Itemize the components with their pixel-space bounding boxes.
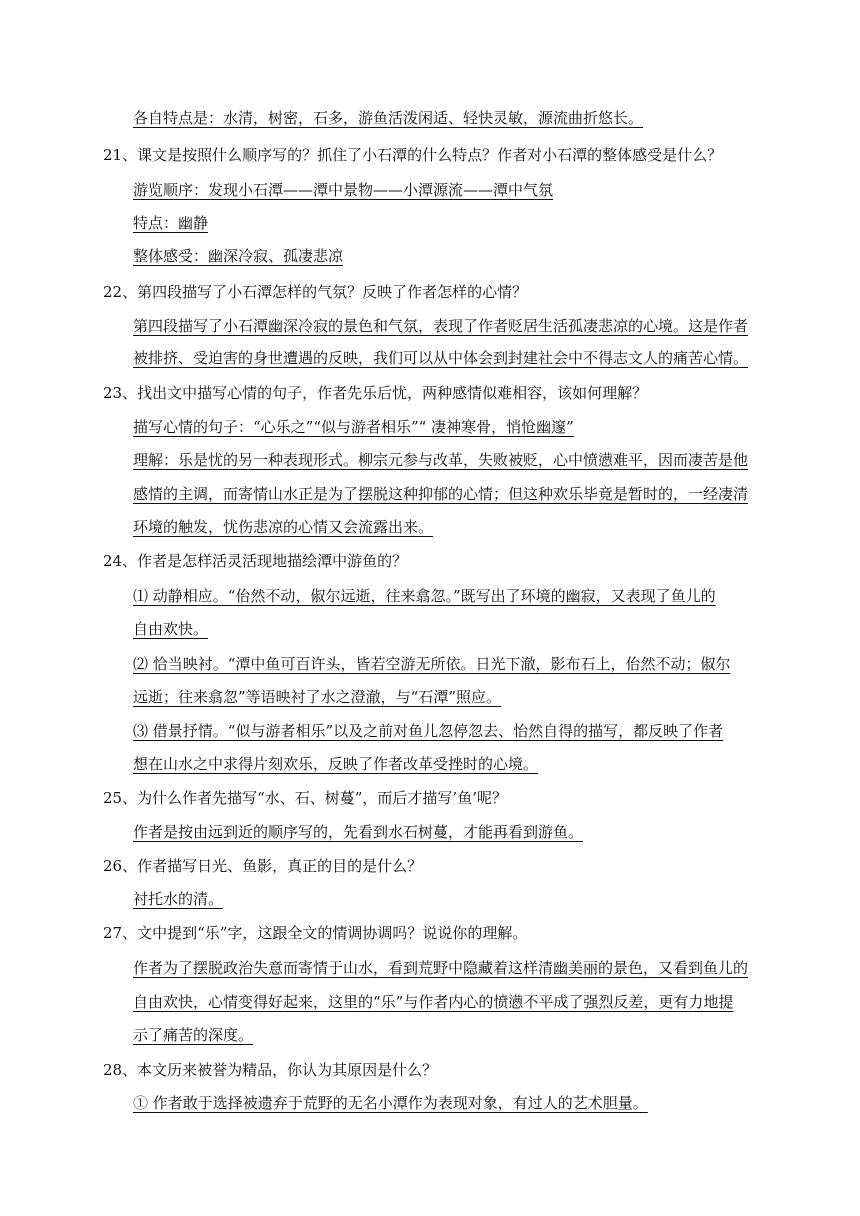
question-23: 23、找出文中描写心情的句子，作者先乐后忧，两种感情似难相容，该如何理解？ (103, 384, 648, 402)
answer-line: 示了痛苦的深度。 (133, 1026, 254, 1044)
answer-line: 自由欢快，心情变得好起来，这里的“乐”与作者内心的愤懑不平成了强烈反差，更有力地提 (133, 993, 734, 1011)
question-26: 26、作者描写日光、鱼影，真正的目的是什么？ (103, 857, 423, 875)
question-24: 24、作者是怎样活灵活现地描绘潭中游鱼的？ (103, 552, 408, 570)
answer-line: 环境的触发，忧伤悲凉的心情又会流露出来。 (133, 518, 434, 536)
question-21: 21、课文是按照什么顺序写的？抓住了小石潭的什么特点？作者对小石潭的整体感受是什么？ (103, 146, 723, 164)
answer-line: 衬托水的清。 (133, 890, 224, 908)
question-27: 27、文中提到“乐”字，这跟全文的情调协调吗？说说你的理解。 (103, 924, 528, 942)
answer-line: 描写心情的句子：“心乐之”“似与游者相乐”“ 凄神寒骨，悄怆幽邃” (133, 418, 574, 436)
answer-line: 远逝；往来翕忽”等语映衬了水之澄澈，与“石潭”照应。 (133, 688, 502, 706)
answer-line: 感情的主调，而寄情山水正是为了摆脱这种抑郁的心情；但这种欢乐毕竟是暂时的，一经凄清 (133, 485, 749, 503)
question-22: 22、第四段描写了小石潭怎样的气氛？反映了作者怎样的心情？ (103, 283, 528, 301)
answer-line: 各自特点是：水清，树密，石多，游鱼活泼闲适、轻快灵敏，源流曲折悠长。 (133, 109, 644, 127)
answer-line: 理解：乐是忧的另一种表现形式。柳宗元参与改革，失败被贬，心中愤懑难平，因而凄苦是他 (133, 451, 749, 469)
answer-line: 被排挤、受迫害的身世遭遇的反映，我们可以从中体会到封建社会中不得志文人的痛苦心情。 (133, 349, 749, 367)
answer-line: ⑶ 借景抒情。“似与游者相乐”以及之前对鱼儿忽停忽去、怡然自得的描写，都反映了作者 (133, 722, 724, 740)
answer-line: 第四段描写了小石潭幽深冷寂的景色和气氛，表现了作者贬居生活孤凄悲凉的心境。这是作者 (133, 317, 749, 335)
question-25: 25、为什么作者先描写“水、石、树蔓”，而后才描写’鱼’呢？ (103, 789, 507, 807)
answer-line: 整体感受：幽深冷寂、孤凄悲凉 (133, 247, 344, 265)
answer-line: 作者是按由远到近的顺序写的，先看到水石树蔓，才能再看到游鱼。 (133, 823, 584, 841)
answer-line: ⑴ 动静相应。“佁然不动，俶尔远逝，往来翕忽。”既写出了环境的幽寂，又表现了鱼儿的 (133, 587, 716, 605)
answer-line: 作者为了摆脱政治失意而寄情于山水，看到荒野中隐藏着这样清幽美丽的景色，又看到鱼儿的 (133, 959, 749, 977)
answer-line: 想在山水之中求得片刻欢乐，反映了作者改革受挫时的心境。 (133, 755, 539, 773)
answer-line: 自由欢快。 (133, 620, 209, 638)
answer-line: 特点：幽静 (133, 214, 209, 232)
question-28: 28、本文历来被誉为精品，你认为其原因是什么？ (103, 1061, 438, 1079)
answer-line: ⑵ 恰当映衬。“潭中鱼可百许头，皆若空游无所依。日光下澈，影布石上，佁然不动；俶尔 (133, 655, 731, 673)
answer-line: ① 作者敢于选择被遗弃于荒野的无名小潭作为表现对象，有过人的艺术胆量。 (133, 1094, 648, 1112)
answer-line: 游览顺序：发现小石潭——潭中景物——小潭源流——潭中气氛 (133, 181, 554, 199)
